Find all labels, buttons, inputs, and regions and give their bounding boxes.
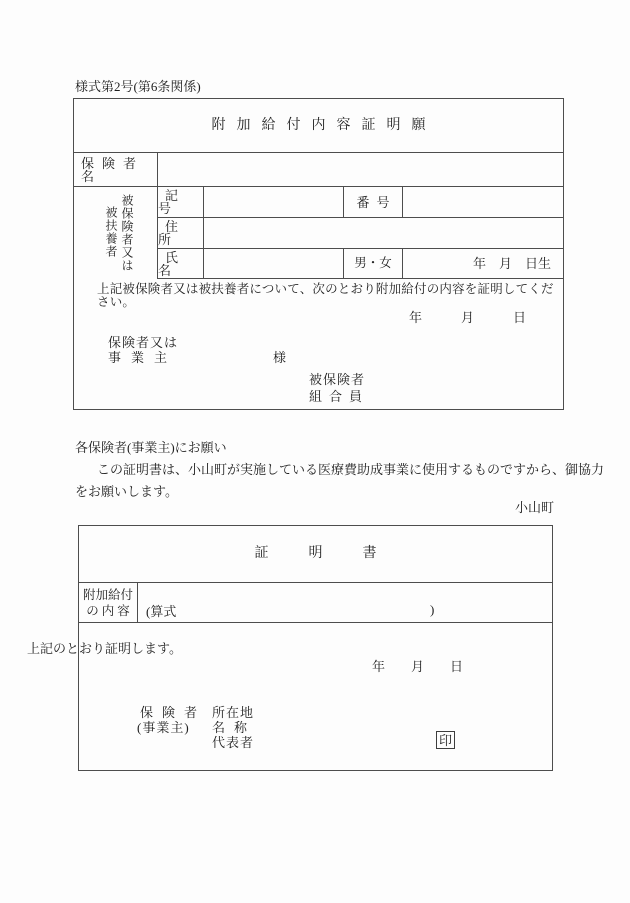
certificate-employer-label: (事業主) [137, 720, 190, 735]
notice-body-line1: この証明書は、小山町が実施している医療費助成事業に使用するものですから、御協力 [97, 462, 605, 477]
insured-or-dependent-vertical-label [74, 187, 158, 279]
certificate-insurer-label: 保険者 [140, 705, 207, 720]
request-date-line: 年 月 日 [409, 310, 527, 325]
name-sex-birth-row [158, 249, 563, 279]
certificate-address-label: 所在地 [212, 705, 255, 720]
number-label: 番号 [344, 187, 403, 217]
certificate-title-row [79, 526, 552, 583]
honorific-sama: 様 [273, 350, 287, 365]
request-form-table [73, 98, 564, 410]
certificate-representative-label: 代表者 [212, 735, 255, 750]
sex-label: 男・女 [344, 249, 403, 278]
certificate-name-label: 名称 [212, 720, 257, 735]
address-label: 住所 [158, 218, 204, 248]
insurer-name-value-cell [158, 153, 563, 186]
number-value-cell [403, 187, 563, 217]
seal-mark-box: 印 [436, 731, 455, 749]
benefit-content-label-line1: 附加給付 [82, 587, 133, 602]
symbol-label: 記号 [158, 187, 204, 217]
insurer-name-row [74, 153, 563, 187]
request-statement-text: 上記被保険者又は被扶養者について、次のとおり附加給付の内容を証明してください。 [97, 282, 554, 309]
address-value-cell [204, 218, 563, 248]
certificate-date-line: 年 月 日 [372, 659, 464, 674]
insured-vertical-label-left: 被扶養者 [104, 206, 118, 258]
addressee-line-employer: 事業主 [108, 350, 178, 365]
benefit-content-label-line2: の内容 [86, 603, 133, 618]
name-label: 氏名 [158, 249, 204, 278]
notice-signature-town: 小山町 [515, 500, 555, 515]
formula-open-paren: (算式 [146, 604, 177, 619]
insurer-name-label: 保険者名 [74, 153, 158, 186]
request-form-title-row [74, 99, 563, 153]
applicant-line-member: 組合員 [309, 389, 370, 404]
insured-vertical-label-right: 被保険者又は [120, 194, 134, 272]
notice-body-line2: をお願いします。 [75, 484, 178, 499]
applicant-line-insured: 被保険者 [309, 372, 366, 387]
certificate-title: 証明書 [254, 546, 417, 561]
addressee-line-insurer: 保険者又は [108, 335, 179, 350]
formula-close-paren: ) [430, 602, 435, 617]
request-form-title: 附加給付内容証明願 [211, 117, 437, 133]
notice-heading: 各保険者(事業主)にお願い [75, 440, 227, 455]
form-number-label: 様式第2号(第6条関係) [75, 79, 201, 94]
certify-statement-text: 上記のとおり証明します。 [27, 641, 182, 656]
benefit-content-value-cell [138, 583, 552, 622]
birthdate-label: 年 月 日生 [472, 256, 551, 271]
symbol-value-cell [204, 187, 344, 217]
address-row [158, 218, 563, 249]
name-value-cell [204, 249, 344, 278]
benefit-content-row [79, 583, 552, 623]
benefit-content-label [79, 583, 138, 622]
symbol-number-row [158, 187, 563, 218]
